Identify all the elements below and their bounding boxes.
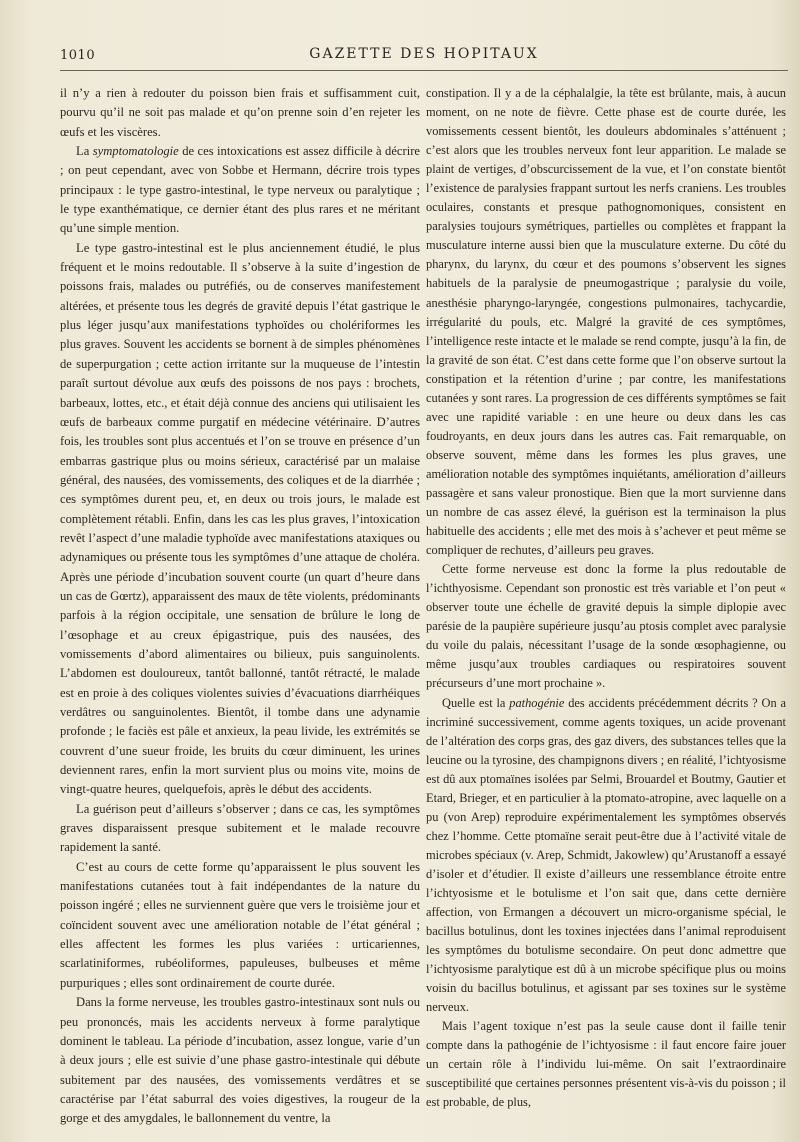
paragraph: il n’y a rien à redouter du poisson bien frais et suffisamment cuit, pourvu qu’il ne soit pas malade et qu’on prenne soin d’en rejeter les œufs et les viscères. — [60, 86, 420, 139]
paragraph-text: de ces intoxications est assez difficile à décrire ; on peut cependant, avec von Sobbe et Hermann, décrire trois types principaux : le type gastro-intestinal, le type nerveux ou paralytique ; le type exanthématique, ce dernier étant des plus rares et ne méritant qu’une simple mention. — [60, 144, 420, 236]
paragraph — [60, 142, 420, 239]
paragraph: constipation. Il y a de la céphalalgie, la tête est brûlante, mais, à aucun moment, on ne note de fièvre. Cette phase est de courte durée, les vomissements cessent bientôt, les douleurs abdominales s’atténuent ; c’est alors que les troubles nerveux font leur apparition. Le malade se plaint de vertiges, d’obscurcissement de la vue, et l’on constate bientôt l’existence de paralysies frappant surtout les nerfs craniens. Les troubles oculaires, constants et presque pathognomoniques, consistent en paralysies toujours symétriques, partielles ou complètes et frappant la musculature interne aussi bien que la musculature externe. Du côté du pharynx, du larynx, du cœur et des poumons s’observent les signes habituels de la paralysie de pneumogastrique ; paralysie du voile, anesthésie pharyngo-laryngée, congestions pulmonaires, tachycardie, irrégularité du pouls, etc. Malgré la gravité de ces symptômes, l’intelligence reste intacte et le malade se rend compte, jusqu’à la fin, de la gravité de son état. C’est dans cette forme que l’on observe surtout la constipation et la rétention d’urine ; par contre, les manifestations cutanées y sont rares. La progression de ces différents symptômes se fait avec une rapidité variable : en une heure ou deux dans les cas foudroyants, en deux jours dans les autres cas. Fait remarquable, on observe souvent, même dans les formes les plus graves, une amélioration notable des symptômes inquiétants, amélioration d’ailleurs passagère et sans valeur pronostique. Bien que la mort survienne dans un nombre de cas assez élevé, la guérison est la terminaison la plus habituelle des accidents ; elle met des mois à s’achever et peut même se compliquer de rechutes, d’ailleurs peu graves. — [426, 86, 786, 558]
right-column — [426, 84, 786, 1113]
paragraph: C’est au cours de cette forme qu’apparaissent le plus souvent les manifestations cutanées tout à fait indépendantes de la nature du poisson ingéré ; elles ne surviennent guère que vers le troisième jour et coïncident souvent avec une amélioration notable de l’état général ; elles affectent les formes les plus variées : urticariennes, scarlatiniformes, rubéoliformes, papuleuses, bulbeuses et même purpuriques ; elles sont ordinairement de courte durée. — [60, 859, 420, 990]
paragraph: Dans la forme nerveuse, les troubles gastro-intestinaux sont nuls ou peu prononcés, mais les accidents nerveux à forme paralytique dominent le tableau. La période d’incubation, assez longue, varie d’un à deux jours ; elle est suivie d’une phase gastro-intestinale qui débute subitement par des nausées, des vomissements verdâtres et se caractérise par l’état saburral des voies digestives, la rougeur de la gorge et des amygdales, le ballonnement du ventre, la — [60, 995, 420, 1126]
left-column — [60, 84, 420, 1129]
paragraph: Le type gastro-intestinal est le plus anciennement étudié, le plus fréquent et le moins redoutable. Il s’observe à la suite d’ingestion de poissons frais, malades ou putréfiés, ou de conserves manifestement altérées, et présente tous les degrés de gravité depuis l’état gastrique le plus léger jusqu’aux manifestations typhoïdes ou cholériformes les plus graves. Souvent les accidents se bornent à de simples phénomènes de superpurgation ; cette action irritante sur la muqueuse de l’intestin paraît surtout dévolue aux œufs des poissons de nos pays : brochets, barbeaux, lottes, etc., et était déjà connue des anciens qui utilisaient les œufs de barbeaux comme purgatif en médecine vétérinaire. D’autres fois, les troubles sont plus accentués et l’on se trouve en présence d’un embarras gastrique plus ou moins sérieux, caractérisé par un malaise général, des nausées, des vomissements, des coliques et de la diarrhée ; ces symptômes durent peu, et, en deux ou trois jours, le malade est complètement rétabli. Enfin, dans les cas les plus graves, l’intoxication revêt l’aspect d’une maladie typhoïde avec manifestations ataxiques ou adynamiques ou présente tous les symptômes d’une attaque de choléra. Après une période d’incubation souvent courte (un quart d’heure dans un cas de Gœrtz), apparaissent des maux de tête violents, prédominants parfois à la région occipitale, une sensation de brûlure le long de l’œsophage et au creux épigastrique, puis des nausées, des vomissements d’abord alimentaires ou bilieux, puis sanguinolents. L’abdomen est douloureux, tantôt ballonné, tantôt rétracté, le malade est en proie à des coliques violentes suivies d’évacuations diarrhéiques verdâtres ou sanguinolentes. Bientôt, il tombe dans une adynamie profonde ; le faciès est pâle et anxieux, la peau livide, les extrémités se couvrent d’une sueur froide, les bruits du cœur diminuent, les urines deviennent rares, enfin la mort survient plus ou moins vite, moins de vingt-quatre heures, quelquefois, après le début des accidents. — [60, 240, 420, 797]
journal-title: GAZETTE DES HOPITAUX — [309, 46, 539, 62]
paragraph: Cette forme nerveuse est donc la forme la plus redoutable de l’ichthyosisme. Cependant son pronostic est très variable et l’on peut « observer toute une échelle de gravité depuis la simple diplopie avec parésie de la paupière supérieure jusqu’au ptosis complet avec paralysie du voile du palais, nécessitant l’usage de la sonde œsophagienne, ou même jusqu’aux troubles cardiaques ou respiratoires souvent précurseurs d’une mort prochaine ». — [426, 562, 786, 691]
paragraph — [426, 694, 786, 1018]
paragraph: La guérison peut d’ailleurs s’observer ; dans ce cas, les symptômes graves disparaissent presque subitement et le malade recouvre rapidement la santé. — [60, 801, 420, 855]
page-header — [60, 40, 788, 71]
italic-term: pathogénie — [509, 695, 565, 710]
italic-term: symptomatologie — [92, 144, 179, 159]
paragraph-text: des accidents précédemment décrits ? On a incriminé successivement, comme agents toxiques, un acide provenant de l’altération des corps gras, des gaz divers, des substances telles que la leucine ou la tyrosine, des champignons divers ; en réalité, l’ichtyosisme est dû aux ptomaïnes isolées par Selmi, Brouardel et Boutmy, Gautier et Etard, Brieger, et en particulier à la ptomato-atropine, avec laquelle on a pu (von Arep) reproduire expérimentalement les symptômes observés chez l’homme. Cette ptomaïne serait peut-être due à l’activité vitale de microbes spéciaux (v. Arep, Schmidt, Jakowlew) qu’Arustanoff a essayé d’isoler et d’étudier. Il existe d’ailleurs une ressemblance étroite entre l’ichtyosisme et le botulisme et l’on sait que, dans cette dernière affection, von Ermangen a découvert un micro-organisme spécial, le bacillus botulinus, dont les toxines injectées dans l’animal reproduisent les symptômes du botulisme secondaire. On peut donc admettre que l’ichtyosisme paralytique est dû à un microbe spécifique plus ou moins voisin du bacillus botulinus, et agissant par ses toxines sur le système nerveux. — [426, 695, 786, 1015]
page-number: 1010 — [60, 48, 96, 63]
paragraph-lead: Quelle est la — [442, 695, 510, 710]
paragraph: Mais l’agent toxique n’est pas la seule cause dont il faille tenir compte dans la pathogénie de l’ichtyosisme : il faut encore faire jouer un certain rôle à l’individu lui-même. On sait l’extraordinaire susceptibilité que certaines personnes présentent vis-à-vis du poisson ; il est probable, de plus, — [426, 1019, 786, 1110]
paragraph-lead: La — [76, 144, 93, 159]
